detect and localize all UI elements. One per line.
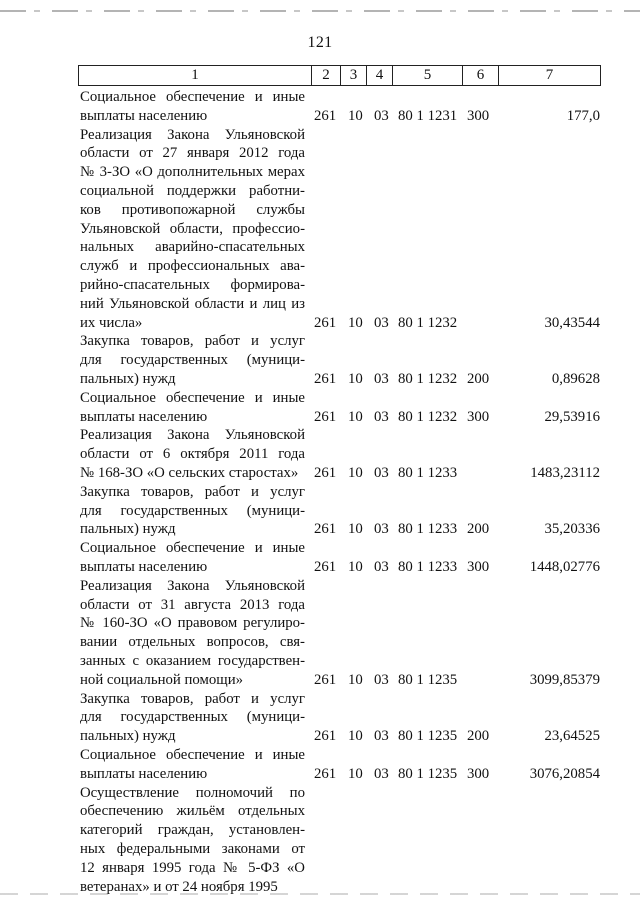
amount: 30,43544 — [544, 314, 600, 331]
description-line: их числа» — [80, 314, 143, 331]
amount: 1483,23112 — [530, 464, 600, 481]
description-line: вании отдельных вопросов, свя- — [80, 634, 305, 651]
description-line: нальных аварийно-спасательных — [80, 239, 305, 256]
description-line: Социальное обеспечение и иные — [80, 89, 305, 105]
expense-type-code: 300 — [467, 765, 490, 782]
row-description — [80, 483, 305, 539]
description-line: области от 27 января 2012 года — [80, 145, 305, 162]
header-col-2: 2 — [312, 66, 341, 85]
target-article-code: 80 1 1232 — [398, 370, 458, 387]
row-description — [80, 88, 305, 126]
ministry-code: 261 — [314, 728, 337, 745]
row-description — [80, 539, 305, 577]
description-line: рийно-спасательных формирова- — [80, 276, 305, 293]
subsection-code: 03 — [374, 408, 389, 425]
row-description — [80, 784, 305, 897]
row-description — [80, 332, 305, 388]
scan-artifact-bottom — [0, 893, 640, 895]
description-line: Осуществление полномочий по — [80, 784, 305, 801]
subsection-code: 03 — [374, 464, 389, 481]
description-line: ний Ульяновской области и лиц из — [80, 295, 305, 312]
section-code: 10 — [348, 314, 363, 331]
amount: 177,0 — [566, 107, 600, 124]
row-description — [80, 389, 305, 427]
description-line: Закупка товаров, работ и услуг — [80, 690, 305, 707]
description-line: Социальное обеспечение и иные — [80, 389, 305, 406]
subsection-code: 03 — [374, 107, 389, 124]
subsection-code: 03 — [374, 558, 389, 575]
description-line: Социальное обеспечение и иные — [80, 540, 305, 557]
description-line: служб и профессиональных ава- — [80, 258, 305, 275]
table-header-row — [78, 65, 601, 86]
description-line: Реализация Закона Ульяновской — [80, 427, 305, 444]
section-code: 10 — [348, 558, 363, 575]
subsection-code: 03 — [374, 314, 389, 331]
amount: 29,53916 — [544, 408, 600, 425]
description-line: области от 6 октября 2011 года — [80, 446, 305, 463]
description-line: № 160-ЗО «О правовом регулиро- — [80, 615, 305, 632]
ministry-code: 261 — [314, 370, 337, 387]
page-number: 121 — [307, 34, 333, 51]
description-line: № 168-ЗО «О сельских старостах» — [80, 464, 299, 481]
description-line: выплаты населению — [80, 408, 208, 425]
description-line: Реализация Закона Ульяновской — [80, 577, 305, 594]
expense-type-code: 200 — [467, 370, 490, 387]
target-article-code: 80 1 1232 — [398, 314, 458, 331]
description-line: пальных) нужд — [80, 728, 176, 745]
description-line: для государственных (муници- — [80, 709, 305, 726]
description-line: ных федеральными законами от — [80, 840, 305, 857]
description-line: Реализация Закона Ульяновской — [80, 126, 305, 143]
description-line: 12 января 1995 года № 5-ФЗ «О — [80, 859, 305, 876]
expense-type-code: 300 — [467, 107, 490, 124]
ministry-code: 261 — [314, 558, 337, 575]
subsection-code: 03 — [374, 370, 389, 387]
description-line: Социальное обеспечение и иные — [80, 747, 305, 763]
description-line: выплаты населению — [80, 558, 208, 575]
scan-artifact-top — [0, 10, 640, 12]
target-article-code: 80 1 1235 — [398, 671, 458, 688]
amount: 3076,20854 — [529, 765, 600, 782]
section-code: 10 — [348, 671, 363, 688]
target-article-code: 80 1 1231 — [398, 107, 458, 124]
target-article-code: 80 1 1233 — [398, 464, 458, 481]
subsection-code: 03 — [374, 521, 389, 538]
description-line: занных с оказанием государствен- — [80, 652, 305, 669]
description-line: для государственных (муници- — [80, 352, 305, 369]
description-line: категорий граждан, установлен- — [80, 822, 305, 839]
description-line: обеспечению жильём отдельных — [80, 803, 305, 820]
header-col-7: 7 — [545, 67, 554, 83]
subsection-code: 03 — [374, 728, 389, 745]
expense-type-code: 200 — [467, 521, 490, 538]
description-line: Закупка товаров, работ и услуг — [80, 333, 305, 350]
ministry-code: 261 — [314, 464, 337, 481]
header-col-6: 6 — [463, 66, 499, 85]
ministry-code: 261 — [314, 765, 337, 782]
section-code: 10 — [348, 728, 363, 745]
target-article-code: 80 1 1233 — [398, 558, 458, 575]
target-article-code: 80 1 1235 — [398, 728, 458, 745]
section-code: 10 — [348, 521, 363, 538]
row-description — [80, 426, 305, 482]
amount: 1448,02776 — [529, 558, 600, 575]
row-description — [80, 577, 305, 690]
subsection-code: 03 — [374, 765, 389, 782]
description-line: Закупка товаров, работ и услуг — [80, 483, 305, 500]
target-article-code: 80 1 1235 — [398, 765, 458, 782]
description-line: пальных) нужд — [80, 370, 176, 387]
target-article-code: 80 1 1233 — [398, 521, 458, 538]
ministry-code: 261 — [314, 521, 337, 538]
expense-type-code: 200 — [467, 728, 490, 745]
subsection-code: 03 — [374, 671, 389, 688]
amount: 35,20336 — [544, 521, 600, 538]
ministry-code: 261 — [314, 107, 337, 124]
amount: 23,64525 — [544, 728, 600, 745]
section-code: 10 — [348, 408, 363, 425]
section-code: 10 — [348, 765, 363, 782]
amount: 0,89628 — [551, 370, 600, 387]
description-line: ков противопожарной службы — [80, 201, 305, 218]
ministry-code: 261 — [314, 408, 337, 425]
description-line: выплаты населению — [80, 765, 208, 782]
target-article-code: 80 1 1232 — [398, 408, 458, 425]
description-line: выплаты населению — [80, 107, 208, 124]
description-line: ной социальной помощи» — [80, 671, 244, 688]
row-description — [80, 126, 305, 333]
row-description — [80, 690, 305, 746]
ministry-code: 261 — [314, 671, 337, 688]
header-col-5: 5 — [393, 66, 463, 85]
header-col-1: 1 — [79, 66, 312, 85]
description-line: № 3-ЗО «О дополнительных мерах — [80, 164, 305, 181]
header-col-3: 3 — [341, 66, 367, 85]
description-line: для государственных (муници- — [80, 502, 305, 519]
amount: 3099,85379 — [529, 671, 600, 688]
expense-type-code: 300 — [467, 408, 490, 425]
description-line: ветеранах» и от 24 ноября 1995 — [80, 878, 278, 895]
section-code: 10 — [348, 107, 363, 124]
ministry-code: 261 — [314, 314, 337, 331]
description-line: Ульяновской области, профессио- — [80, 220, 305, 237]
expense-type-code: 300 — [467, 558, 490, 575]
description-line: пальных) нужд — [80, 521, 176, 538]
row-description — [80, 746, 305, 784]
header-col-4: 4 — [367, 66, 393, 85]
description-line: социальной поддержки работни- — [80, 182, 305, 199]
section-code: 10 — [348, 370, 363, 387]
description-line: области от 31 августа 2013 года — [80, 596, 305, 613]
section-code: 10 — [348, 464, 363, 481]
